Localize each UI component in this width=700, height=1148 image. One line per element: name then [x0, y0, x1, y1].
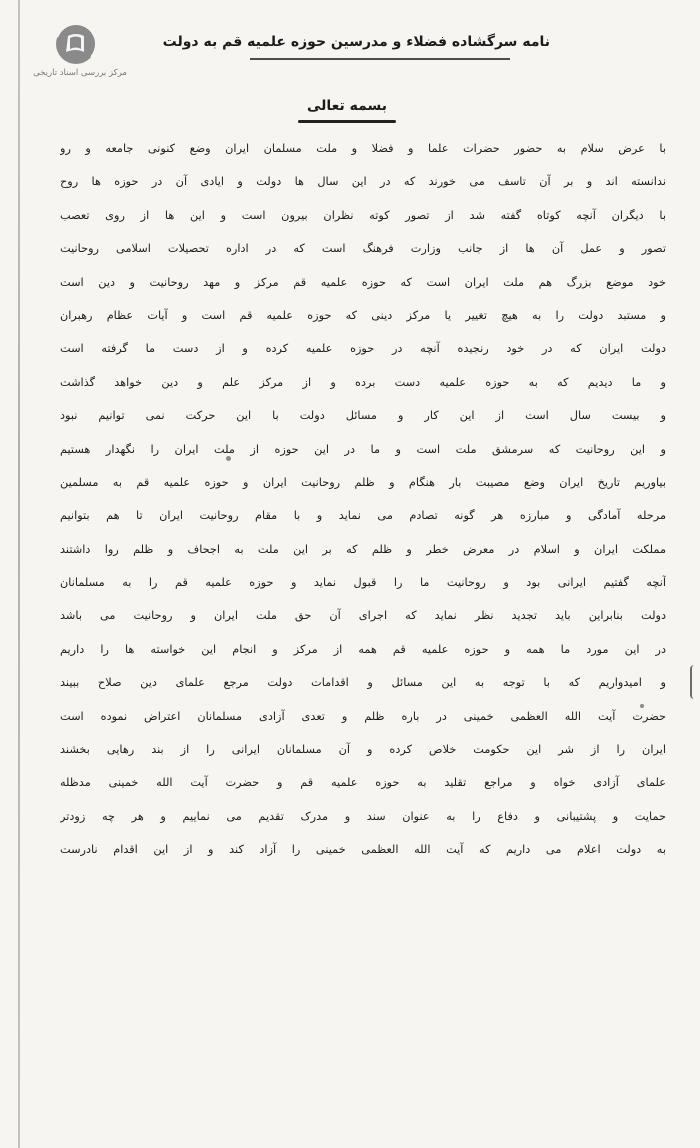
body-line: دولت بنابراین باید تجدید نظر نماید که اجرای آن حق ملت ایران و روحانیت می باشد: [60, 609, 666, 623]
body-line: به دولت اعلام می داریم که آیت الله العظمی خمینی را آزاد کند و از این اقدام نادرست: [60, 843, 666, 857]
body-line: با دیگران آنچه کوتاه گفته شد از تصور کوته نظران بیرون است و این ها از روی تعصب: [60, 208, 666, 222]
body-line: با عرض سلام به حضور حضرات علما و فضلا و ملت مسلمان ایران وضع کنونی جامعه و رو: [60, 142, 666, 155]
letter-body: [60, 132, 666, 867]
document-archive-logo-icon: [54, 22, 98, 66]
body-line: دولت ایران که در خود رنجیده آنچه در حوزه علمیه کرده و از دست ما گرفته است: [60, 342, 666, 356]
body-line: حضرت آیت الله العظمی خمینی در باره ظلم و تعدی آزادی مسلمانان اعتراض نموده است: [60, 709, 666, 723]
basmala-underline: [298, 120, 396, 123]
body-line: و مستبد دولت را به هیچ تغییر یا مرکز دینی که حوزه علمیه قم است و آیات عظام رهبران: [60, 308, 666, 322]
body-line: تصور و عمل آن ها از جانب وزارت فرهنگ است که در اداره تحصیلات اسلامی روحانیت: [60, 242, 666, 256]
body-line: علمای آزادی خواه و مراجع تقلید به حوزه علمیه قم و حضرت آیت الله خمینی مدظله: [60, 776, 666, 790]
body-line: حمایت و پشتیبانی و دفاع را به عنوان سند و مدرک تقدیم می نماییم و هر چه زودتر: [60, 809, 666, 823]
body-line: ندانسته اند و بر آن تاسف می خورند که در این سال ها دولت و ایادی آن در حوزه ها روح: [60, 175, 666, 189]
ink-speck: [640, 704, 644, 708]
document-heading: نامه سرگشاده فضلاء و مدرسین حوزه علمیه قم به دولت: [162, 34, 550, 50]
body-line: و امیدواریم که با توجه به این مسائل و اقدامات دولت مرجع علمای دین صلاح ببیند: [60, 676, 666, 690]
basmala-title: بسمه تعالی: [306, 98, 388, 114]
logo-caption: مرکز بررسی اسناد تاریخی: [33, 68, 127, 78]
body-line: مرحله آمادگی و مبارزه هر گونه تصادم می نماید و با مقام روحانیت ایران تا هم بتوانیم: [60, 509, 666, 523]
scan-edge-shadow: [18, 0, 20, 1148]
body-line: خود موضع بزرگ هم ملت ایران است که حوزه علمیه قم مرکز و مهد روحانیت و دین است: [60, 275, 666, 289]
margin-mark: [690, 665, 700, 699]
body-line: مملکت ایران و اسلام در معرض خطر و ظلم که بر این ملت به اجحاف و ظلم روا داشتند: [60, 542, 666, 556]
body-line: و این روحانیت که سرمشق ملت است و ما در این حوزه از ملت ایران را نگهدار هستیم: [60, 442, 666, 456]
body-line: و بیست سال است از این کار و مسائل دولت با این حرکت نمی توانیم نبود: [60, 409, 666, 423]
body-line: ایران را از شر این حکومت خلاص کرده و آن مسلمانان ایرانی را از بند رهایی بخشند: [60, 743, 666, 757]
archive-logo: [30, 22, 126, 82]
body-line: آنچه گفتیم ایرانی بود و روحانیت ما را قبول نماید و حوزه علمیه قم را به مسلمانان: [60, 576, 666, 590]
body-line: و ما دیدیم که به حوزه علمیه دست برده و از مرکز علم و دین خواهد گذاشت: [60, 375, 666, 389]
body-line: در این مورد ما همه و حوزه علمیه قم همه از مرکز و انجام این خواسته ها را داریم: [60, 642, 666, 656]
ink-speck: [226, 456, 231, 461]
body-line: بیاوریم تاریخ ایران وضع مصیبت بار هنگام و ظلم روحانیت ایران و حوزه علمیه قم به مسلمین: [60, 475, 666, 489]
heading-underline: [250, 58, 510, 60]
